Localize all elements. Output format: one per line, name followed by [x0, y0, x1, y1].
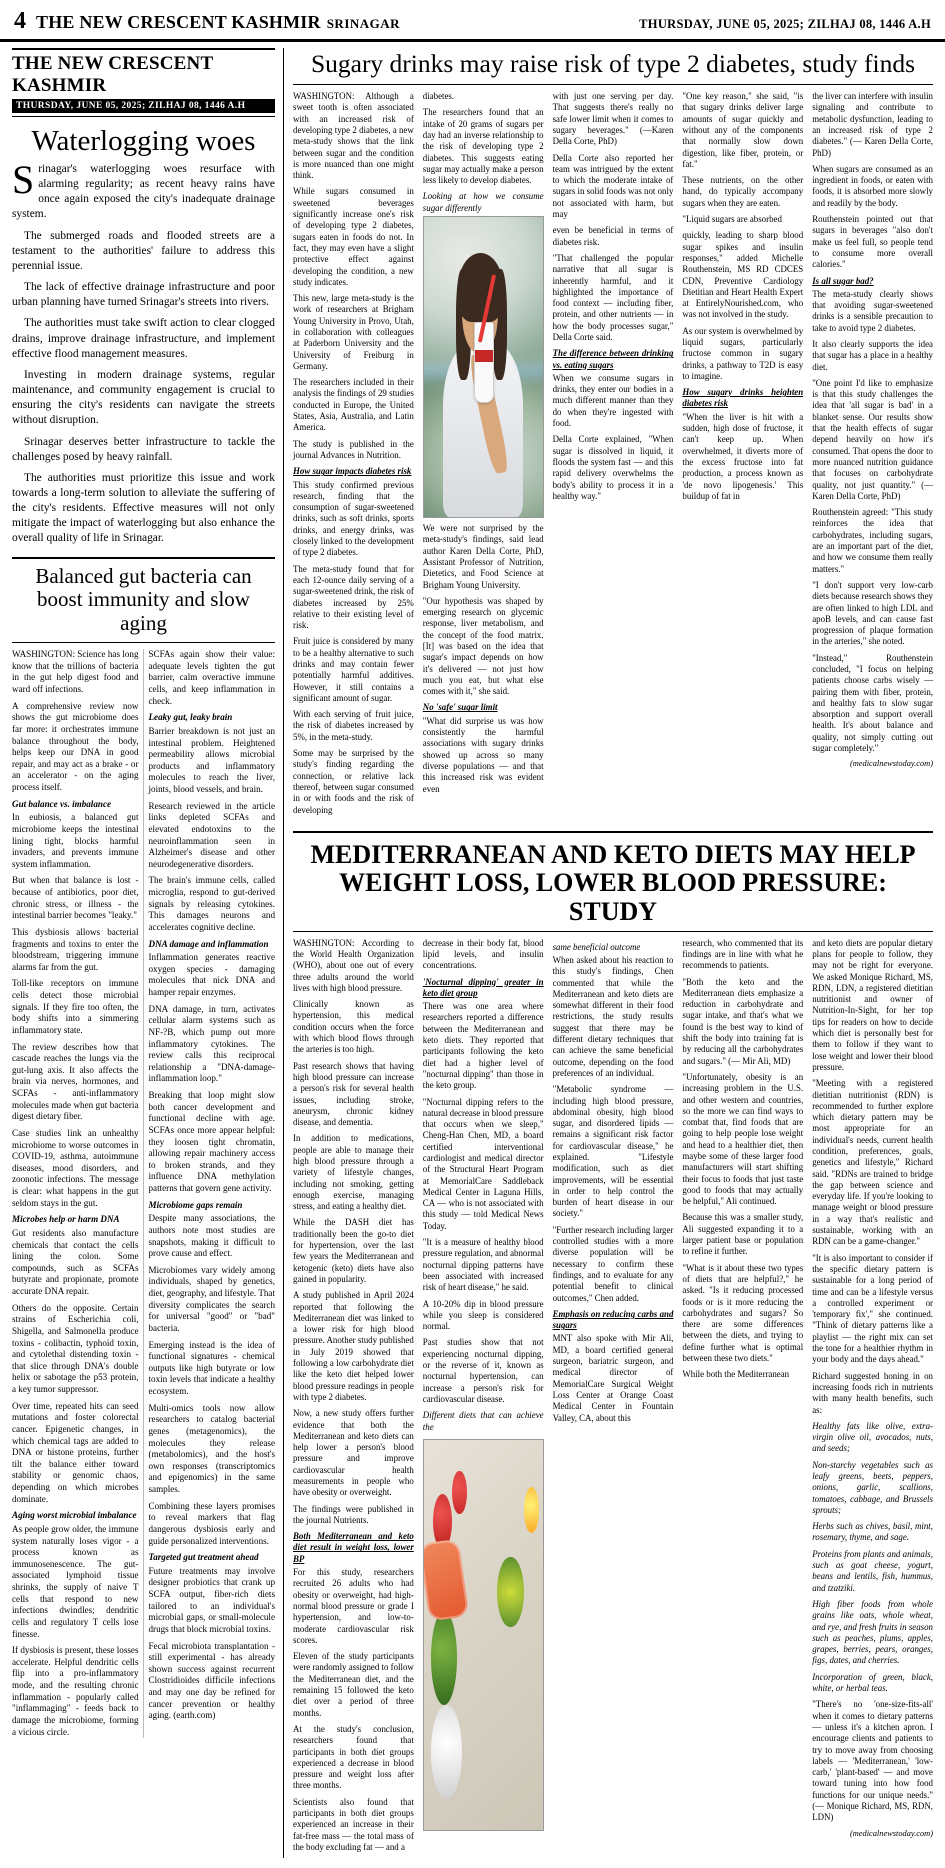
paragraph: For this study, researchers recruited 26 adults who had obesity or overweight, had high-normal blood pressure or grade I hypertension, and low-to-moderate cardiovascular risk scores.	[293, 1567, 414, 1645]
paragraph: Over time, repeated hits can seed mutations and foster colorectal cancer. Epigenetic changes, in which chemical tags are added to DNA or histone proteins, further tilt the balance either toward stability or genomic chaos, depending on which microbes dominate.	[12, 1400, 139, 1504]
subheading-italic: Looking at how we consume sugar differently	[422, 191, 544, 213]
page-body	[0, 42, 945, 1868]
paper-title: THE NEW CRESCENT KASHMIR	[36, 12, 321, 32]
paragraph: Combining these layers promises to reveal markers that flag dangerous dysbiosis early and guide personalized interventions.	[148, 1500, 275, 1546]
editorial-paragraph: Investing in modern drainage systems, regular maintenance, and community engagement is crucial to ensuring the city's residents can navigate the streets without disruption.	[12, 368, 275, 427]
paragraph: Multi-omics tools now allow researchers to catalog bacterial genes (metagenomics), the molecules they release (metabolomics), and the host's own responses (transcriptomics and epigenomics) in the same samples.	[148, 1402, 275, 1495]
paragraph: MNT also spoke with Mir Ali, MD, a board certified general surgeon, bariatric surgeon, and medical director of MemorialCare Surgical Weight Loss Center at Orange Coast Medical Center in Fountain Valley, CA, about this	[552, 1333, 674, 1423]
diet-story-column	[682, 938, 803, 1859]
subheading-italic: same beneficial outcome	[552, 941, 641, 952]
paragraph: Breaking that loop might slow both cancer development and functional decline with age. SCFAs once more appear helpful: they loosen tight chromatin, allowing repair machinery access to broken strands, and they influence DNA methylation patterns that govern gene activity.	[148, 1090, 275, 1194]
subheading: Microbiome gaps remain	[148, 1199, 243, 1210]
paragraph: While the DASH diet has traditionally been the go-to diet for hypertension, over the last few years the Mediterranean and ketogenic (keto) diets have also gained in popularity.	[293, 1217, 414, 1284]
paragraph: This new, large meta-study is the work of researchers at Brigham Young University in Provo, Utah, in collaboration with colleagues at Paderborn University and the University of Freiburg in Germany.	[293, 293, 414, 371]
diet-story-column	[553, 938, 674, 1859]
paragraph: "That challenged the popular narrative that all sugar is inherently harmful, and it highlighted the importance of food context — including fiber, protein, and other nutrients — in how the body processes sugar," Della Corte said.	[552, 252, 674, 342]
page-number: 4	[14, 8, 26, 34]
paragraph: "There's no 'one-size-fits-all' when it comes to dietary patterns — unless it's a kitchen apron. I encourage clients and patients to try to move away from choosing labels — 'Mediterranean,' 'low-carb,' 'plant-based' — and move toward tuning into how food functions for our unique needs." (— Monique Richard, MS, RDN, LDN)	[812, 1699, 933, 1823]
editorial-paragraph: The submerged roads and flooded streets are a testament to the authorities' failure to address this perennial issue.	[12, 229, 275, 272]
sugar-story-headline: Sugary drinks may raise risk of type 2 diabetes, study finds	[310, 49, 916, 78]
paragraph: "What did surprise us was how consistently the harmful associations with sugary drinks showed up across so many diverse populations — and that this increased risk was evident even	[422, 715, 544, 794]
paragraph: The researchers found that an intake of 20 grams of sugars per day had an inverse relationship to the risk of developing type 2 diabetes. This suggests eating sugar may actually make a person less likely to develop diabetes.	[422, 107, 544, 186]
paragraph: As people grow older, the immune system naturally loses vigor - a process known as immunosenescence. The gut-associated lymphoid tissue shrinks, the supply of naive T cells that respond to new infections dwindles; dendritic cells and regulatory T cells lose finesse.	[12, 1523, 139, 1639]
list-item: Incorporation of green, black, white, or herbal teas.	[812, 1671, 933, 1694]
editorial-paragraph: The authorities must take swift action to clear clogged drains, improve drainage infrastructure, and implement effective flood management measures.	[12, 317, 275, 360]
editorial-paragraph-text: rinagar's waterlogging woes resurface with alarming regularity; as recent heavy rains have once again exposed the city's inadequate drainage system.	[12, 163, 275, 221]
list-item: Herbs such as chives, basil, mint, rosemary, thyme, and sage.	[812, 1521, 933, 1543]
paragraph: A study published in April 2024 reported that following the Mediterranean diet was linked to a lower risk for high blood pressure. Another study published in July 2019 showed that following a low carbohydrate diet like the keto diet helped lower blood pressure readings in people with type 2 diabetes.	[293, 1290, 414, 1402]
subheading: Targeted gut treatment ahead	[148, 1552, 259, 1563]
paragraph: "Instead," Routhenstein concluded, "I focus on helping patients choose carbs wisely — pairing them with fiber, protein, and healthy fats to slow sugar absorption and support overall health. It's about balance and quality, not simply cutting out sugar completely."	[812, 652, 933, 754]
paragraph: At the study's conclusion, researchers found that participants in both diet groups experienced a decrease in blood pressure and weight loss after three months.	[293, 1723, 414, 1791]
paragraph: If dysbiosis is present, these losses accelerate. Helpful dendritic cells flip into a pro-inflammatory mode, and the resulting chronic inflammation - popularly called "inflammaging" - feeds back to damage the microbiome, forming a vicious circle.	[12, 1645, 139, 1737]
left-column	[12, 48, 284, 1858]
paragraph: Microbiomes vary widely among individuals, shaped by genetics, diet, geography, and lifestyle. That diversity complicates the search for universal "good" or "bad" bacteria.	[148, 1264, 275, 1333]
paragraph: This study confirmed previous research, finding that the consumption of sugar-sweetened drinks, such as soft drinks, sports drinks, and energy drinks, was closely linked to the development of type 2 diabetes.	[293, 479, 414, 558]
paragraph: Now, a new study offers further evidence that both the Mediterranean and keto diets can help lower a person's blood pressure and improve cardiovascular health measurements in people who have obesity or overweight.	[293, 1408, 414, 1498]
paragraph: This dysbiosis allows bacterial fragments and toxins to enter the bloodstream, triggering immune alarms far from the gut.	[12, 926, 139, 972]
paragraph: research, who commented that its findings are in line with what he recommends to patients.	[682, 937, 804, 971]
list-item: High fiber foods from whole grains like oats, whole wheat, and rye, and fresh fruits in season such as peaches, plums, apples, grapes, berries, pears, oranges, figs, dates, and cherries.	[812, 1598, 933, 1666]
editorial-dateband: THURSDAY, JUNE 05, 2025; ZILHAJ 08, 1446 A.H	[12, 99, 275, 113]
sugar-story-column	[423, 91, 544, 821]
paragraph: The brain's immune cells, called microglia, respond to gut-derived signals by releasing cytokines. This damages neurons and accelerates cognitive decline.	[148, 875, 275, 932]
paragraph: Eleven of the study participants were randomly assigned to follow the Mediterranean diet, and the remaining 15 followed the keto diet over a period of three months.	[293, 1651, 414, 1718]
diet-story-column	[423, 938, 544, 1859]
paragraph: and keto diets are popular dietary plans for people to follow, they may not be right for everyone. We asked Monique Richard, MS, RDN, LDN, a registered dietitian nutritionist and owner of Nutrition-In-Sight, for her top tips for readers on how to decide which diet is personally best for them to follow if they want to lose weight and lower their blood pressure.	[812, 937, 933, 1072]
paragraph: with just one serving per day. That suggests there's really no safe lower limit when it comes to sugary beverages." (—Karen Della Corte, PhD)	[552, 91, 674, 147]
subheading: Gut balance vs. imbalance	[12, 798, 112, 809]
paragraph: WASHINGTON: Science has long know that the trillions of bacteria in the gut help digest food and ward off infections.	[12, 649, 139, 695]
paragraph: The researchers included in their analysis the findings of 29 studies conducted in Europe, the United States, Asia, Australia, and Latin America.	[293, 377, 414, 433]
paragraph: Some may be surprised by the study's finding regarding the connection, or relative lack thereof, between sugar consumed in or with foods and the risk of developing	[293, 748, 414, 815]
section-divider-2	[293, 831, 933, 833]
paragraph: the liver can interfere with insulin signaling and contribute to metabolic dysfunction, leading to an increased risk of type 2 diabetes." (— Karen Della Corte, PhD)	[812, 91, 933, 158]
paragraph: Future treatments may involve designer probiotics that crank up SCFA output, fiber-rich diets tailored to an individual's microbial gaps, or small-molecule drugs that block microbial toxins.	[148, 1565, 275, 1634]
subheading: DNA damage and inflammation	[148, 938, 269, 949]
subheading: Emphasis on reducing carbs and sugars	[552, 1308, 674, 1331]
paragraph: "It is also important to consider if the specific dietary pattern is sustainable for a long period of time and can be a lifestyle versus a controlled experiment or 'temporary fix'," she continued. "Think of dietary patterns like a playlist — the right mix can set the tone for a healthier rhythm in your body and the days ahead."	[812, 1252, 933, 1365]
subheading: Is all sugar bad?	[812, 275, 874, 286]
subheading: Aging worst microbial imbalance	[12, 1510, 137, 1521]
editorial-body	[12, 157, 275, 547]
subheading: Microbes help or harm DNA	[12, 1214, 120, 1225]
paragraph: When asked about his reaction to this study's findings, Chen commented that while the Mediterranean and keto diets are somewhat different in their food restrictions, the study results suggest that there may be different dietary techniques that can achieve the same beneficial outcome, depending on the food preferences of an individual.	[552, 954, 674, 1078]
paragraph: Fruit juice is considered by many to be a healthy alternative to such drinks and may contain fewer potentially harmful additives. However, it still contains a significant amount of sugar.	[293, 636, 414, 703]
paragraph: Richard suggested honing in on increasing foods rich in nutrients with many health benefits, such as:	[812, 1370, 933, 1415]
paragraph: "What is it about these two types of diets that are helpful?," he asked. "Is it reducing processed foods or is it more reducing the carbohydrates and sugars? So there are some differences between the diets, and trying to define further what is optimal between these two diets."	[682, 1262, 804, 1364]
paragraph: We were not surprised by the meta-study's findings, said lead author Karen Della Corte, PhD, Assistant Professor of Nutrition, Dietetics, and Food Science at Brigham Young University.	[422, 523, 544, 590]
paragraph: Research reviewed in the article links depleted SCFAs and elevated endotoxins to the neuroinflammation seen in Alzheimer's disease and other neurodegenerative disorders.	[148, 800, 275, 869]
diet-story-body	[293, 938, 933, 1859]
paragraph: It also clearly supports the idea that sugar has a place in a healthy diet.	[812, 338, 933, 372]
paragraph: "I don't support very low-carb diets because research shows they are often linked to high LDL and apoB levels, and can cause fast progression of plaque formation in the arteries," she noted.	[812, 579, 933, 647]
paragraph: Barrier breakdown is not just an intestinal problem. Heightened permeability allows microbial products and inflammatory molecules to reach the liver, joints, blood vessels, and brain.	[148, 725, 275, 795]
sugar-story-column	[812, 91, 933, 821]
paragraph: "It is a measure of healthy blood pressure regulation, and abnormal nocturnal dipping patterns have been associated with increased risk of heart disease," he said.	[422, 1237, 544, 1293]
paragraph: "Metabolic syndrome — including high blood pressure, abdominal obesity, high blood sugar, and disordered lipids — remains a significant risk factor for cardiovascular disease," he explained. "Lifestyle modification, such as diet improvements, will be essential in order to help control the burden of heart disease in our society."	[552, 1084, 674, 1219]
editorial-title: Waterlogging woes	[31, 125, 256, 157]
paragraph: Routhenstein pointed out that sugars in beverages "also don't make us feel full, so people tend to consume more overall calories."	[812, 214, 933, 270]
paragraph: "Both the keto and the Mediterranean diets emphasize a reduction in carbohydrate and sugar intake, and that's what we found is the best way to kind of shift the body into training fat is by reducing all the carbohydrates and sugars." (— Mir Ali, MD)	[682, 976, 804, 1066]
paragraph: In eubiosis, a balanced gut microbiome keeps the intestinal lining tight, blocks harmful invaders, and prevents immune system inflammation.	[12, 812, 139, 869]
editorial-dropcap: S	[12, 157, 35, 202]
paragraph: The study is published in the journal Advances in Nutrition.	[293, 438, 414, 460]
paragraph: "When the liver is hit with a sudden, high dose of fructose, it can't keep up. When overwhelmed, it diverts more of the excess fructose into fat production, a process known as 'de novo lipogenesis.' This buildup of fat in	[682, 411, 804, 501]
paragraph: quickly, leading to sharp blood sugar spikes and insulin responses," added Michelle Routhenstein, MS RD CDCES CDN, Preventive Cardiology Dietitian and Heart Health Expert at EntirelyNourished.com, who was not involved in the study.	[682, 230, 804, 320]
sugary-drink-photo	[423, 216, 544, 518]
subheading: The difference between drinking vs. eating sugars	[552, 348, 674, 370]
paragraph: But when that balance is lost - because of antibiotics, poor diet, chronic stress, or illness - the intestinal barrier becomes "leaky."	[12, 875, 139, 921]
paragraph: Because this was a smaller study, Ali suggested expanding it to a larger patient base or population to refine it further.	[682, 1212, 804, 1257]
paragraph: diabetes.	[422, 91, 455, 102]
editorial-header	[12, 48, 275, 117]
paragraph: Gut residents also manufacture chemicals that contact the cells lining the colon. Some compounds, such as SCFAs butyrate and propionate, promote accurate DNA repair.	[12, 1227, 139, 1297]
paragraph: The review describes how that cascade reaches the lungs via the gut-lung axis. It also affects the brain via nerves, hormones, and SCFAs - anti-inflammatory molecules made when gut bacteria digest dietary fiber.	[12, 1041, 139, 1122]
right-column	[284, 48, 933, 1858]
list-item: Proteins from plants and animals, such as goat cheese, yogurt, beans and lentils, fish, hummus, and tzatziki.	[812, 1548, 933, 1593]
paragraph: In addition to medications, people are able to manage their high blood pressure through a variety of lifestyle changes, including not smoking, getting enough exercise, managing stress, and eating a healthy diet.	[293, 1133, 414, 1212]
sugar-story-column	[293, 91, 414, 821]
paragraph: These nutrients, on the other hand, do typically accompany sugars when they are eaten.	[682, 175, 804, 208]
paragraph: As our system is overwhelmed by liquid sugars, particularly fructose common in sugary drinks, a pathway to T2D is easy to imagine.	[682, 325, 804, 381]
editorial-brand: THE NEW CRESCENT KASHMIR	[12, 53, 214, 96]
section-divider	[12, 557, 275, 559]
paragraph: The findings were published in the journal Nutrients.	[293, 1503, 414, 1525]
issue-date: THURSDAY, JUNE 05, 2025; ZILHAJ 08, 1446 A.H	[639, 17, 931, 31]
diet-story-column	[293, 938, 414, 1859]
list-item: Healthy fats like olive, extra-virgin olive oil, avocados, nuts, and seeds;	[812, 1420, 933, 1454]
editorial-paragraph: The authorities must prioritize this issue and work towards a long-term solution to alleviate the suffering of the city's residents. Effective measures will not only mitigate the impact of waterlogging but also enhance the overall quality of life in Srinagar.	[12, 471, 275, 545]
editorial-paragraph: The lack of effective drainage infrastructure and poor urban planning have turned Srinagar's streets into rivers.	[12, 281, 275, 309]
sugar-story-column	[682, 91, 803, 821]
editorial-paragraph: Srinagar deserves better infrastructure to tackle the challenges posed by heavy rainfall.	[12, 435, 275, 463]
subheading: 'Nocturnal dipping' greater in keto diet group	[422, 976, 544, 998]
paragraph: When sugars are consumed as an ingredient in foods, or eaten with foods, it is absorbed more slowly and readily by the body.	[812, 163, 933, 208]
mediterranean-food-photo	[423, 1439, 544, 1831]
paragraph: WASHINGTON: According to the World Health Organization (WHO), about one out of every three adults around the world lives with high blood pressure.	[293, 937, 414, 993]
paragraph: Della Corte also reported her team was intrigued by the extent to which the moderate intake of sugars in solid foods was not only not associated with harm, but may	[552, 152, 674, 220]
paragraph: A 10-20% dip in blood pressure while you sleep is considered normal.	[422, 1298, 544, 1332]
diet-story-headline: MEDITERRANEAN AND KETO DIETS MAY HELP WEIGHT LOSS, LOWER BLOOD PRESSURE: STUDY	[310, 839, 916, 927]
paragraph: Past research shows that having high blood pressure can increase a person's risk for several health issues, including stroke, aneurysm, chronic kidney disease, and dementia.	[293, 1060, 414, 1128]
paragraph: Routhenstein agreed: "This study reinforces the idea that carbohydrates, including sugars, are an important part of the diet, and how we consume them really matters."	[812, 507, 933, 574]
paragraph: "One point I'd like to emphasize is that this study challenges the idea that 'all sugar is bad' in a blanket sense. Our results show that the health effects of sugar depend heavily on how it's consumed. That opens the door to more nuanced nutrition guidance that focuses on carbohydrate quality, not just quantity." (— Karen Della Corte, PhD)	[812, 377, 933, 501]
paragraph: Fecal microbiota transplantation - still experimental - has already shown success against recurrent Clostridioides difficile infections and may one day be refined for cancer prevention or healthy aging. (earth.com)	[148, 1640, 275, 1721]
paragraph: Scientists also found that participants in both diet groups experienced an increase in their fat-free mass — the total mass of the body excluding fat — and a	[293, 1796, 414, 1852]
paragraph: Toll-like receptors on immune cells detect those microbial signals. If they fire too often, the body shifts into a simmering inflammatory state.	[12, 978, 139, 1035]
paragraph: With each serving of fruit juice, the risk of diabetes increased by 5%, in the meta-study.	[293, 709, 414, 742]
paragraph: even be beneficial in terms of diabetes risk.	[552, 225, 674, 247]
subheading: No 'safe' sugar limit	[422, 702, 498, 713]
subheading: How sugar impacts diabetes risk	[293, 466, 412, 477]
paragraph: "Liquid sugars are absorbed	[682, 214, 782, 225]
paragraph: decrease in their body fat, blood lipid levels, and insulin concentrations.	[422, 937, 544, 971]
paragraph: SCFAs again show their value: adequate levels tighten the gut barrier, calm overactive immune cells, and keep inflammation in check.	[148, 649, 275, 706]
paragraph: Clinically known as hypertension, this medical condition occurs when the force with which blood flows through the arteries is too high.	[293, 999, 414, 1055]
paragraph: Inflammation generates reactive oxygen species - damaging molecules that nick DNA and hamper repair enzymes.	[148, 952, 275, 998]
subheading: How sugary drinks heighten diabetes risk	[682, 387, 804, 409]
paragraph: While both the Mediterranean	[682, 1369, 790, 1380]
diet-story-column	[812, 938, 933, 1859]
paper-city: SRINAGAR	[326, 16, 401, 31]
page-masthead	[0, 0, 945, 42]
paragraph: Della Corte explained, "When sugar is dissolved in liquid, it floods the system fast — and this rapid delivery overwhelms the body's ability to process it in a healthy way."	[552, 434, 674, 501]
paragraph: When we consume sugars in drinks, they enter our bodies in a much different manner than they do when they're ingested with food.	[552, 372, 674, 429]
story-credit: (medicalnewstoday.com)	[849, 1828, 933, 1838]
subheading: Both Mediterranean and keto diet result in weight loss, lower BP	[293, 1531, 414, 1564]
sugar-story-column	[553, 91, 674, 821]
story-credit: (medicalnewstoday.com)	[849, 759, 933, 769]
headline-divider	[12, 642, 275, 643]
paragraph: Past studies show that not experiencing nocturnal dipping, or the reverse of it, known as nocturnal hypertension, can increase a person's risk for cardiovascular disease.	[422, 1337, 544, 1404]
gut-story-body	[12, 649, 275, 1738]
editorial-paragraph	[12, 157, 275, 223]
paragraph: "Our hypothesis was shaped by emerging research on glycemic response, liver metabolism, and the concept of the food matrix. [It] was based on the idea that sugar's impact depends on how it's delivered — not just how much you eat, but what else comes with it," she said.	[422, 595, 544, 697]
paragraph: Case studies link an unhealthy microbiome to worse outcomes in COVID-19, asthma, autoimmune diseases, mood disorders, and zoonotic infections. The message is clear: what happens in the gut seldom stays in the gut.	[12, 1127, 139, 1208]
paragraph: Despite many associations, the authors note most studies are snapshots, making it difficult to prove cause and effect.	[148, 1213, 275, 1259]
paragraph: "Meeting with a registered dietitian nutritionist (RDN) is recommended to further explore which dietary pattern may be most appropriate for an individual's needs, current health condition, preferences, goals, genetics and lifestyle," Richard said. "RDNs are trained to bridge the gap between science and everyday life. If you're looking to manage weight or blood pressure in a way that's realistic and sustainable, working with an RDN can be a game-changer."	[812, 1078, 933, 1247]
paragraph: Emerging instead is the idea of functional signatures - chemical outputs like high butyrate or low toxin levels that indicate a healthy ecosystem.	[148, 1339, 275, 1397]
diet-headline-divider	[293, 931, 933, 932]
sugar-headline-divider	[293, 84, 933, 85]
gut-story-headline: Balanced gut bacteria can boost immunity and slow aging	[35, 563, 252, 635]
paragraph: DNA damage, in turn, activates cellular alarm systems such as NF-?B, which pump out more inflammatory cytokines. The review calls this reciprocal relationship a "DNA-damage-inflammation loop."	[148, 1003, 275, 1084]
list-item: Non-starchy vegetables such as leafy greens, beets, peppers, onions, garlic, scallions, tomatoes, cabbage, and Brussels sprouts;	[812, 1459, 933, 1515]
paragraph: Others do the opposite. Certain strains of Escherichia coli, Shigella, and Salmonella produce toxins - colibactin, typhoid toxin, and cytolethal distending toxin - that slice through DNA's double helix or sabotage the p53 protein, a key tumor suppressor.	[12, 1302, 139, 1395]
sugar-story-body	[293, 91, 933, 821]
paragraph: "Unfortunately, obesity is an increasing problem in the U.S. and other western and countries, so the more we can find ways to combat that, find foods that are going to help people lose weight and head to a healthier diet, then maybe some of these larger food manufacturers will start shifting their focus to foods that just taste good to foods that may actually be helpful," Ali continued.	[682, 1071, 804, 1207]
subheading-italic: Different diets that can achieve the	[422, 1410, 544, 1432]
paragraph: WASHINGTON: Although a sweet tooth is often associated with an increased risk of developing type 2 diabetes, a new meta-study shows that the link between sugar and the condition is more nuanced than one might think.	[293, 91, 414, 181]
paragraph: "Nocturnal dipping refers to the natural decrease in blood pressure that occurs when we sleep," Cheng-Han Chen, MD, a board certified interventional cardiologist and medical director of the Structural Heart Program at MemorialCare Saddleback Medical Center in Laguna Hills, CA — who is not associated with this study — told Medical News Today.	[422, 1096, 544, 1231]
subheading: Leaky gut, leaky brain	[148, 712, 233, 723]
paragraph: "Further research including larger controlled studies with a more diverse population will be necessary to confirm these findings, and to evaluate for any potential benefit to clinical outcomes," Chen added.	[552, 1224, 674, 1303]
paragraph: The meta-study found that for each 12-ounce daily serving of a sugar-sweetened drink, the risk of diabetes increased by 25% relative to their existing level of risk.	[293, 563, 414, 631]
paragraph: There was one area where researchers reported a difference between the Mediterranean and keto diets. They reported that participants following the keto diet had a higher level of "nocturnal dipping" than those in the keto group.	[422, 1001, 544, 1091]
paragraph: While sugars consumed in sweetened beverages significantly increase one's risk of developing type 2 diabetes, sugars eaten in foods do not. In fact, they may even have a slight protective effect against developing the condition, a new study indicates.	[293, 186, 414, 287]
paragraph: A comprehensive review now shows the gut microbiome does far more: it orchestrates immune balance throughout the body, helps keep our DNA in good repair, and may act as a brake - or an accelerator - on the aging process itself.	[12, 700, 139, 793]
paragraph: "One key reason," she said, "is that sugary drinks deliver large amounts of sugar quickly and without any of the components that normally slow down digestion, like fiber, protein, or fat."	[682, 91, 804, 169]
paragraph: The meta-study clearly shows that avoiding sugar-sweetened drinks is a sensible precaution to take to avoid type 2 diabetes.	[812, 288, 933, 333]
